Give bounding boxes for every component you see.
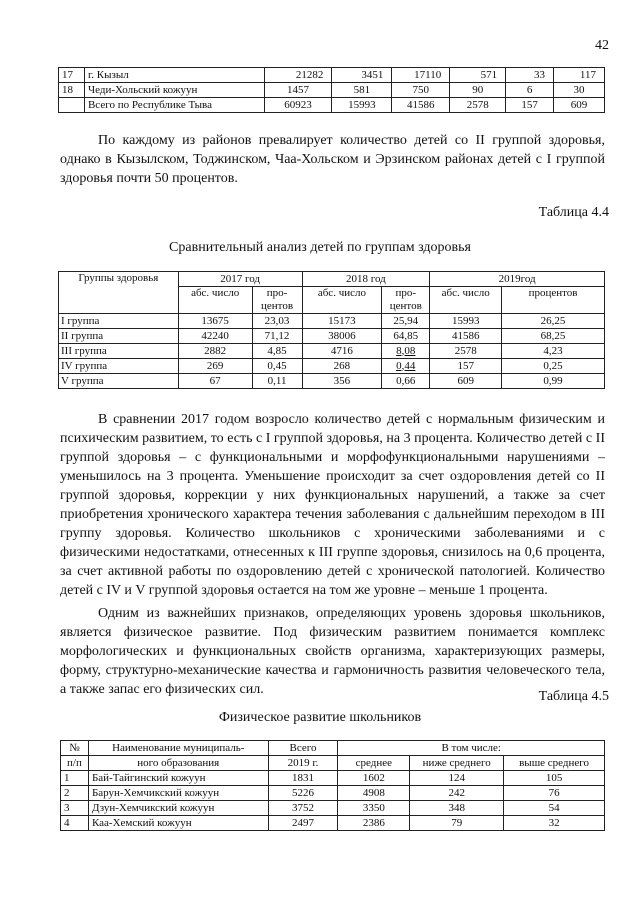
cell-value: 42240 [178,329,252,344]
cell-value: 64,85 [382,329,430,344]
cell-value: 4716 [302,344,382,359]
cell-value: 8,08 [382,344,430,359]
cell-value: 4,23 [502,344,605,359]
cell-value: 26,25 [502,314,605,329]
header-groups: Группы здоровья [59,272,179,314]
header-including: В том числе: [338,741,605,756]
header-pct-full: процентов [502,287,605,314]
cell-value: 71,12 [252,329,302,344]
cell-value: 0,99 [502,374,605,389]
cell-value: 15993 [332,98,392,113]
group-name: II группа [59,329,179,344]
table-label: Таблица 4.4 [538,205,609,220]
cell-value: 90 [450,83,506,98]
cell-value: 571 [450,68,506,83]
row-number [59,98,85,113]
paragraph-2: В сравнении 2017 годом возросло количество детей с нормальным физическим и психическим развитием, то есть с I группой здоровья, на 3 процента. Количество детей с II группой здоровья – с функциональными и морфофункциональными нарушениями – уменьшилось на 3 процента. Уменьшение происходит за счет оздоровления детей со II группой здоровья, коррекции у них функциональных нарушений, а также за счет приобретения хронического характера течения заболевания с дальнейшим переходом в III группу здоровья. Количество школьников с хроническими заболеваниями и с физическими недостатками, отнесенных к III группе здоровья, снизилось на 0,6 процента, за счет активной работы по оздоровлению детей с хронической патологией. Количество детей с IV и V группой здоровья остается на том же уровне – меньше 1 процента. [60,412,605,598]
table-title: Сравнительный анализ детей по группам здоровья [169,240,471,255]
table-label: Таблица 4.5 [538,689,609,704]
table-row [59,374,605,389]
cell-value: 2578 [430,344,502,359]
cell-value: 15173 [302,314,382,329]
cell-value: 68,25 [502,329,605,344]
cell-value: 30 [554,83,605,98]
district-name: Каа-Хемский кожуун [88,816,268,831]
group-name: I группа [59,314,179,329]
district-name: Барун-Хемчикский кожуун [88,786,268,801]
cell-value: 17110 [392,68,450,83]
cell-value: 41586 [430,329,502,344]
header-average: среднее [338,756,410,771]
table-row [59,329,605,344]
cell-value: 3350 [338,801,410,816]
cell-value: 15993 [430,314,502,329]
cell-value: 76 [504,786,605,801]
header-pct-part2: центов [389,300,422,312]
cell-value: 117 [554,68,605,83]
group-name: III группа [59,344,179,359]
group-name: IV группа [59,359,179,374]
cell-value: 105 [504,771,605,786]
cell-value: 0,11 [252,374,302,389]
table-row [61,786,605,801]
header-pct [382,287,430,314]
cell-value: 4908 [338,786,410,801]
row-number: 3 [61,801,89,816]
group-name: V группа [59,374,179,389]
table-row [59,83,605,98]
cell-value: 609 [554,98,605,113]
cell-value: 32 [504,816,605,831]
cell-value: 6 [506,83,554,98]
cell-value: 2882 [178,344,252,359]
cell-value: 3451 [332,68,392,83]
cell-value: 2578 [450,98,506,113]
header-pct [252,287,302,314]
header-abs: абс. число [178,287,252,314]
row-number: 2 [61,786,89,801]
cell-value: 268 [302,359,382,374]
row-number: 18 [59,83,85,98]
row-number: 4 [61,816,89,831]
cell-value: 2386 [338,816,410,831]
cell-value: 23,03 [252,314,302,329]
cell-value: 0,25 [502,359,605,374]
cell-value: 750 [392,83,450,98]
cell-value: 25,94 [382,314,430,329]
header-below-average: ниже среднего [410,756,504,771]
header-total2: 2019 г. [268,756,338,771]
header-pct-part2: центов [261,300,294,312]
cell-value: 157 [430,359,502,374]
table-row [59,344,605,359]
district-name: Бай-Тайгинский кожуун [88,771,268,786]
cell-value: 38006 [302,329,382,344]
paragraph-1: По каждому из районов превалирует количество детей со II группой здоровья, однако в Кызылском, Тоджинском, Чаа-Хольском и Эрзинском районах детей с I группой здоровья почти 50 процентов. [60,133,605,186]
cell-value: 348 [410,801,504,816]
table-row [59,314,605,329]
cell-value: 3752 [268,801,338,816]
physical-development-table [60,740,605,831]
table-row [61,771,605,786]
district-name: Всего по Республике Тыва [84,98,264,113]
cell-value: 41586 [392,98,450,113]
district-name: Чеди-Хольский кожуун [84,83,264,98]
cell-value: 60923 [264,98,332,113]
cell-value: 0,66 [382,374,430,389]
cell-value: 13675 [178,314,252,329]
table-row [61,816,605,831]
header-num2: п/п [61,756,89,771]
cell-value: 0,45 [252,359,302,374]
row-number: 1 [61,771,89,786]
cell-value: 33 [506,68,554,83]
header-name2: ного образования [88,756,268,771]
table-row [61,801,605,816]
table-row-total [59,98,605,113]
cell-value: 67 [178,374,252,389]
table-row [59,68,605,83]
cell-value: 1602 [338,771,410,786]
page-number: 42 [595,38,609,53]
cell-value: 581 [332,83,392,98]
cell-value: 79 [410,816,504,831]
header-name: Наименование муниципаль- [88,741,268,756]
table-title: Физическое развитие школьников [218,710,422,725]
header-abs: абс. число [430,287,502,314]
cell-value: 4,85 [252,344,302,359]
cell-value: 1831 [268,771,338,786]
cell-value: 54 [504,801,605,816]
header-pct-part1: про- [266,287,288,299]
cell-value: 269 [178,359,252,374]
cell-value: 157 [506,98,554,113]
table-subheader-row [61,756,605,771]
cell-value: 609 [430,374,502,389]
table-header-row [61,741,605,756]
header-2017: 2017 год [178,272,302,287]
cell-value: 356 [302,374,382,389]
header-above-average: выше среднего [504,756,605,771]
health-groups-table [58,271,605,389]
cell-value: 124 [410,771,504,786]
header-num: № [61,741,89,756]
district-name: г. Кызыл [84,68,264,83]
district-name: Дзун-Хемчикский кожуун [88,801,268,816]
cell-value: 242 [410,786,504,801]
district-totals-table [58,67,605,113]
cell-value: 2497 [268,816,338,831]
cell-value: 0,44 [382,359,430,374]
header-pct-part1: про- [395,287,417,299]
header-2018: 2018 год [302,272,430,287]
header-total: Всего [268,741,338,756]
table-row [59,359,605,374]
table-header-row [59,272,605,287]
cell-value: 5226 [268,786,338,801]
header-abs: абс. число [302,287,382,314]
header-2019: 2019год [430,272,605,287]
row-number: 17 [59,68,85,83]
cell-value: 21282 [264,68,332,83]
paragraph-3: Одним из важнейших признаков, определяющих уровень здоровья школьников, является физическое развитие. Под физическим развитием понимается комплекс морфологических и функциональных свойств организма, характеризующих размеры, форму, структурно-механические качества и гармоничность развития человеческого тела, а также запас его физических сил. [60,606,605,697]
cell-value: 1457 [264,83,332,98]
